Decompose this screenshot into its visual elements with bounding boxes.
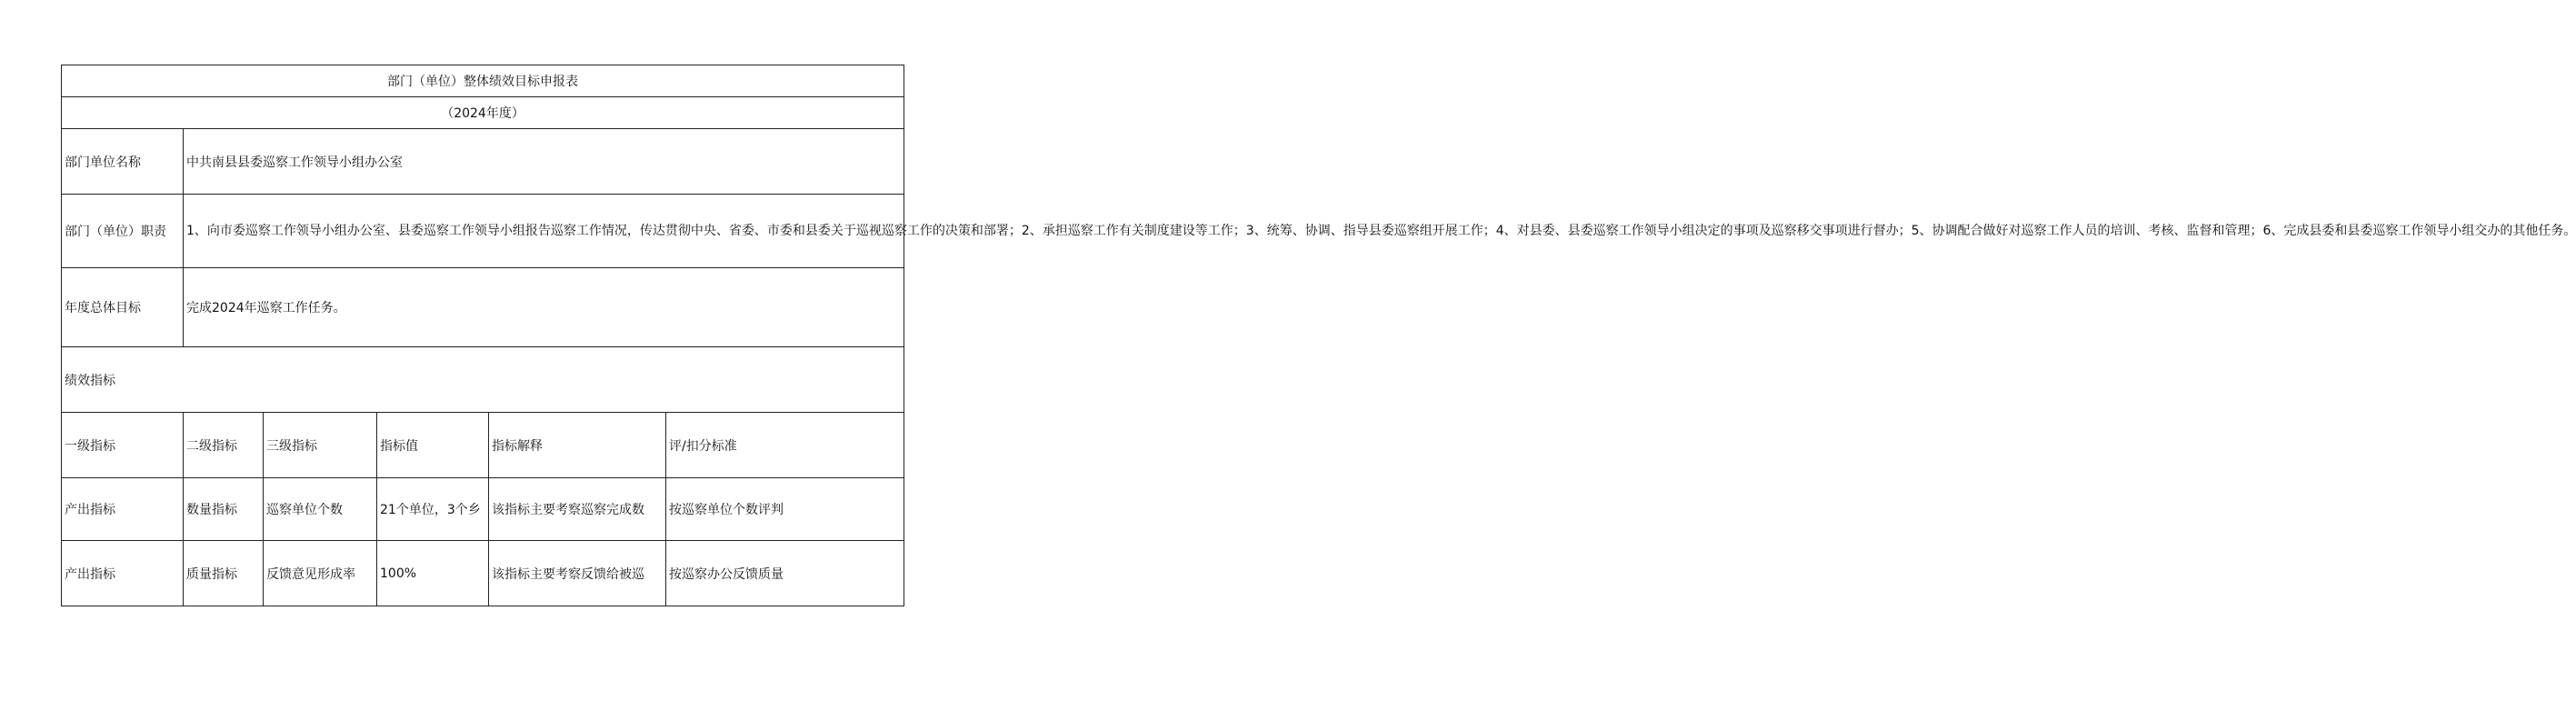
column-header: 指标值: [377, 413, 489, 478]
table-cell: 产出指标: [62, 478, 184, 541]
table-row: [62, 541, 904, 606]
column-header: 指标解释: [489, 413, 666, 478]
column-header: 三级指标: [264, 413, 377, 478]
duty-value: 1、向市委巡察工作领导小组办公室、县委巡察工作领导小组报告巡察工作情况，传达贯彻中央、省委、市委和县委关于巡视巡察工作的决策和部署；2、承担巡察工作有关制度建设等工作；3、统筹、协调、指导县委巡察组开展工作；4、对县委、县委巡察工作领导小组决定的事项及巡察移交事项进行督办；5、协调配合做好对巡察工作人员的培训、考核、监督和管理；6、完成县委和县委巡察工作领导小组交办的其他任务。: [184, 195, 904, 268]
table-row: [62, 478, 904, 541]
column-header: 一级指标: [62, 413, 184, 478]
page-title: 部门（单位）整体绩效目标申报表: [62, 65, 904, 97]
table-cell: 100%: [377, 541, 489, 606]
annual-goal-value: 完成2024年巡察工作任务。: [184, 268, 904, 347]
annual-goal-label: 年度总体目标: [62, 268, 184, 347]
dept-name-value: 中共南县县委巡察工作领导小组办公室: [184, 129, 904, 195]
table-cell: 21个单位，3个乡: [377, 478, 489, 541]
column-header: 二级指标: [184, 413, 264, 478]
table-cell: 产出指标: [62, 541, 184, 606]
table-cell: 该指标主要考察巡察完成数: [489, 478, 666, 541]
table-cell: 按巡察单位个数评判: [666, 478, 904, 541]
performance-target-table: [61, 65, 2576, 606]
duty-label: 部门（单位）职责: [62, 195, 184, 268]
table-cell: 巡察单位个数: [264, 478, 377, 541]
year-subtitle: （2024年度）: [62, 97, 904, 129]
table-cell: 数量指标: [184, 478, 264, 541]
table-cell: 按巡察办公反馈质量: [666, 541, 904, 606]
table-cell: 该指标主要考察反馈给被巡: [489, 541, 666, 606]
table-cell: 反馈意见形成率: [264, 541, 377, 606]
column-header: 评/扣分标准: [666, 413, 904, 478]
dept-name-label: 部门单位名称: [62, 129, 184, 195]
performance-section-label: 绩效指标: [62, 347, 904, 413]
table-cell: 质量指标: [184, 541, 264, 606]
